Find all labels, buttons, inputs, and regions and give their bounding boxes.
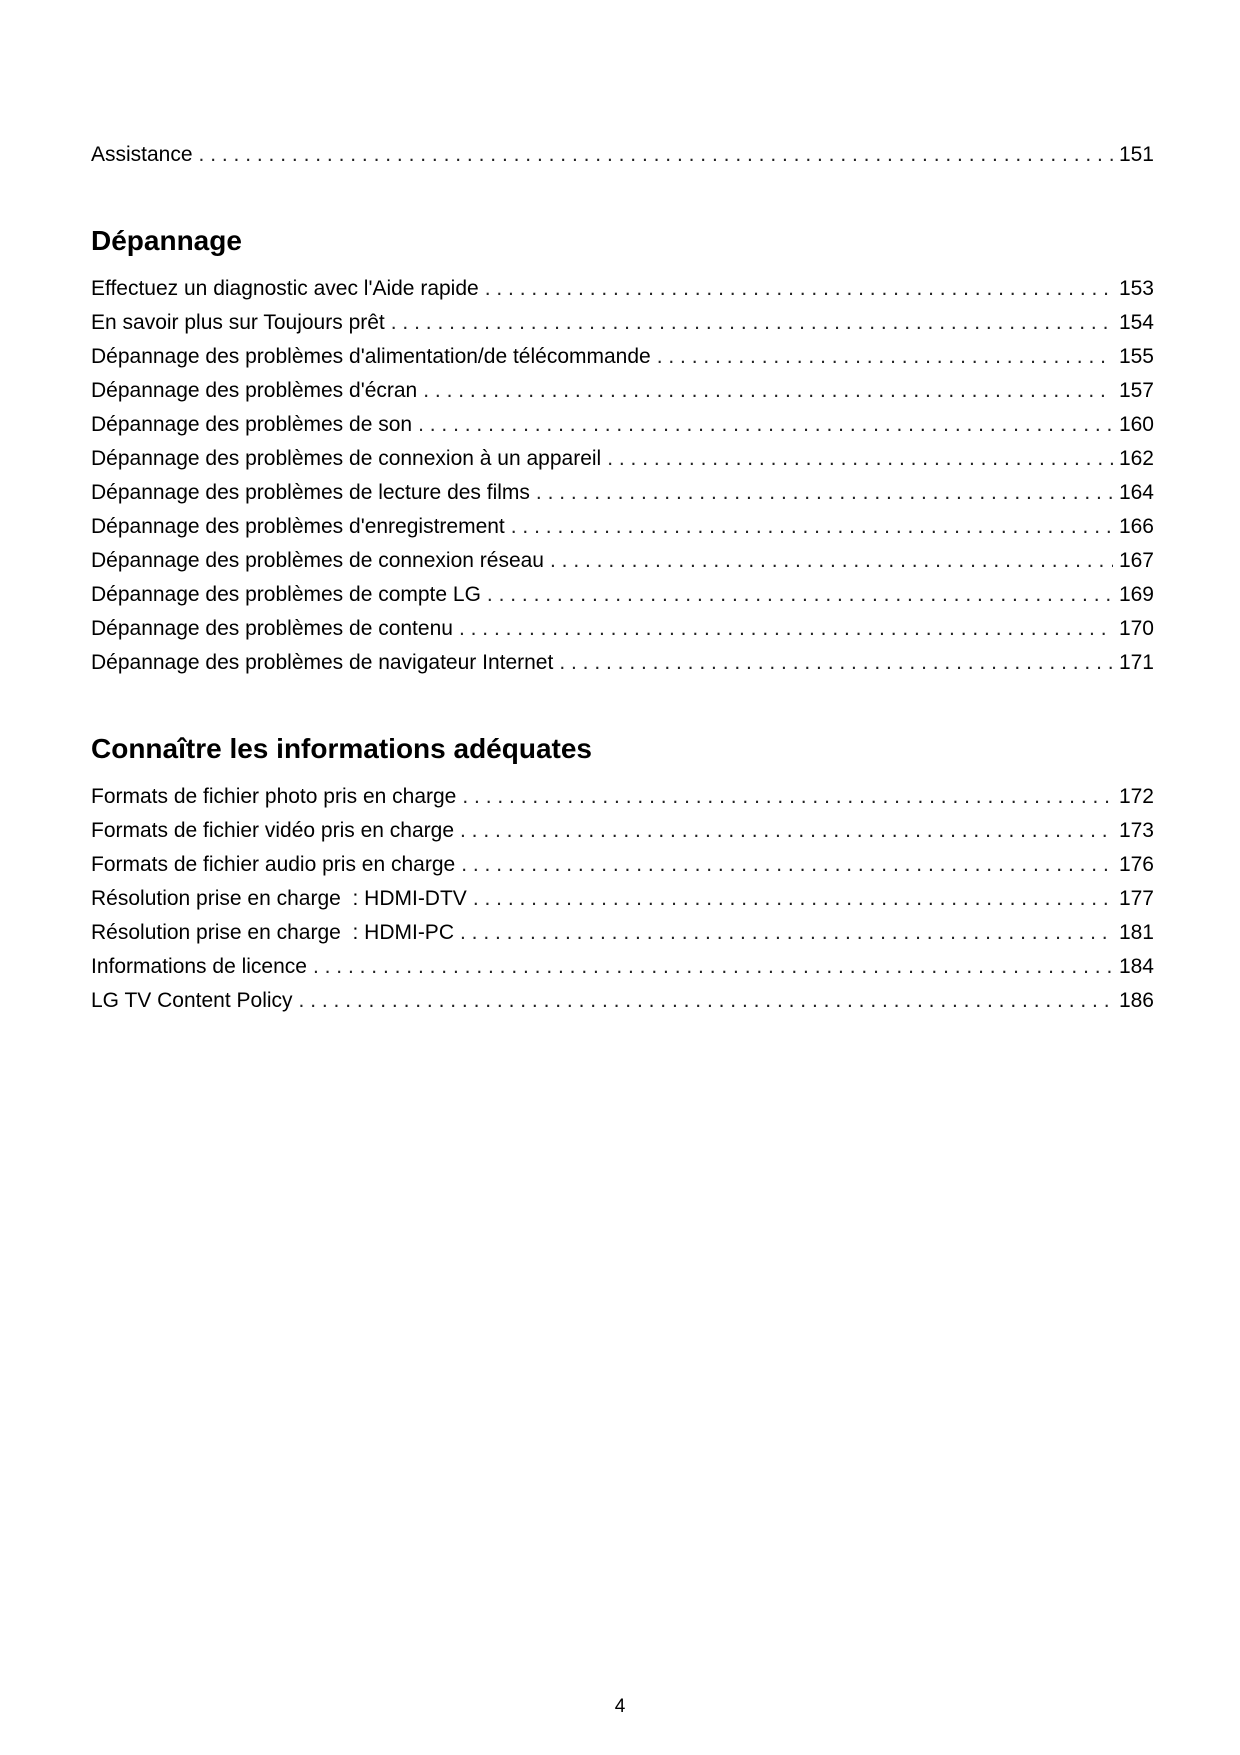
toc-entry-page: 169 [1118,583,1154,606]
toc-entry-page: 170 [1118,617,1154,640]
toc-entry-title: LG TV Content Policy [91,989,293,1012]
toc-entry-title: Dépannage des problèmes d'enregistrement [91,515,505,538]
toc-entry-page: 162 [1118,447,1154,470]
toc-entry[interactable] [91,340,1154,374]
toc-dot-leader [462,780,1113,814]
toc-entry-page: 167 [1118,549,1154,572]
toc-entry-title: Dépannage des problèmes de contenu [91,617,453,640]
toc-entry[interactable] [91,476,1154,510]
toc-entry[interactable] [91,882,1154,916]
toc-entry[interactable] [91,510,1154,544]
toc-entry-title: Dépannage des problèmes de connexion à un appareil [91,447,602,470]
toc-entry-page: 160 [1118,413,1154,436]
section-heading-informations: Connaître les informations adéquates [91,733,592,764]
toc-entry[interactable] [91,780,1154,814]
toc-dot-leader [473,882,1113,916]
toc-entry-title: Dépannage des problèmes de lecture des films [91,481,530,504]
section-heading-depannage: Dépannage [91,225,242,256]
toc-entry-page: 166 [1118,515,1154,538]
toc-entry-title: Formats de fichier audio pris en charge [91,853,456,876]
toc-entry[interactable] [91,442,1154,476]
toc-dot-leader [485,272,1113,306]
toc-entry-title: Formats de fichier vidéo pris en charge [91,819,454,842]
toc-entry[interactable] [91,848,1154,882]
toc-dot-leader [607,442,1113,476]
toc-dot-leader [550,544,1113,578]
toc-entry[interactable] [91,272,1154,306]
toc-dot-leader [657,340,1113,374]
toc-entry-page: 164 [1118,481,1154,504]
toc-entry-title: Informations de licence [91,955,307,978]
toc-dot-leader [423,374,1113,408]
toc-entry-page: 176 [1118,853,1154,876]
toc-entry-title: Résolution prise en charge : HDMI-DTV [91,887,467,910]
toc-entry-page: 157 [1118,379,1154,402]
toc-entry-page: 173 [1118,819,1154,842]
toc-entry[interactable] [91,916,1154,950]
toc-entry-page: 151 [1118,143,1154,166]
toc-entry-page: 171 [1118,651,1154,674]
toc-entry-title: Formats de fichier photo pris en charge [91,785,457,808]
table-of-contents [91,138,1154,1018]
toc-entry-title: Dépannage des problèmes de navigateur Internet [91,651,554,674]
toc-entry-page: 155 [1118,345,1154,368]
toc-entry[interactable] [91,306,1154,340]
toc-dot-leader [487,578,1113,612]
toc-dot-leader [418,408,1113,442]
toc-entry[interactable] [91,408,1154,442]
toc-entry-title: Dépannage des problèmes d'alimentation/de télécommande [91,345,651,368]
toc-dot-leader [459,612,1113,646]
toc-entry-page: 177 [1118,887,1154,910]
toc-entry-page: 172 [1118,785,1154,808]
toc-entry-title: Effectuez un diagnostic avec l'Aide rapide [91,277,479,300]
toc-entry-page: 154 [1118,311,1154,334]
toc-dot-leader [199,138,1113,172]
toc-entry[interactable] [91,544,1154,578]
page-number: 4 [614,1696,626,1717]
toc-dot-leader [460,916,1113,950]
toc-dot-leader [313,950,1113,984]
toc-dot-leader [536,476,1113,510]
toc-entry[interactable] [91,612,1154,646]
toc-dot-leader [299,984,1113,1018]
toc-entry-title: Résolution prise en charge : HDMI-PC [91,921,454,944]
toc-entry[interactable] [91,646,1154,680]
toc-dot-leader [461,848,1113,882]
toc-entry[interactable] [91,950,1154,984]
toc-entry[interactable] [91,984,1154,1018]
toc-entry-page: 186 [1118,989,1154,1012]
toc-entry-page: 184 [1118,955,1154,978]
toc-entry-assistance[interactable] [91,138,1154,172]
toc-entry-page: 181 [1118,921,1154,944]
toc-entry-title: Dépannage des problèmes d'écran [91,379,418,402]
toc-dot-leader [559,646,1113,680]
toc-entry-title: Dépannage des problèmes de connexion réseau [91,549,544,572]
toc-entry[interactable] [91,374,1154,408]
toc-entry-title: En savoir plus sur Toujours prêt [91,311,385,334]
toc-dot-leader [391,306,1113,340]
toc-dot-leader [511,510,1113,544]
toc-entry-title: Dépannage des problèmes de son [91,413,413,436]
toc-entry-page: 153 [1118,277,1154,300]
toc-dot-leader [460,814,1113,848]
toc-entry[interactable] [91,814,1154,848]
toc-entry-title: Assistance [91,143,193,166]
toc-entry[interactable] [91,578,1154,612]
toc-entry-title: Dépannage des problèmes de compte LG [91,583,481,606]
